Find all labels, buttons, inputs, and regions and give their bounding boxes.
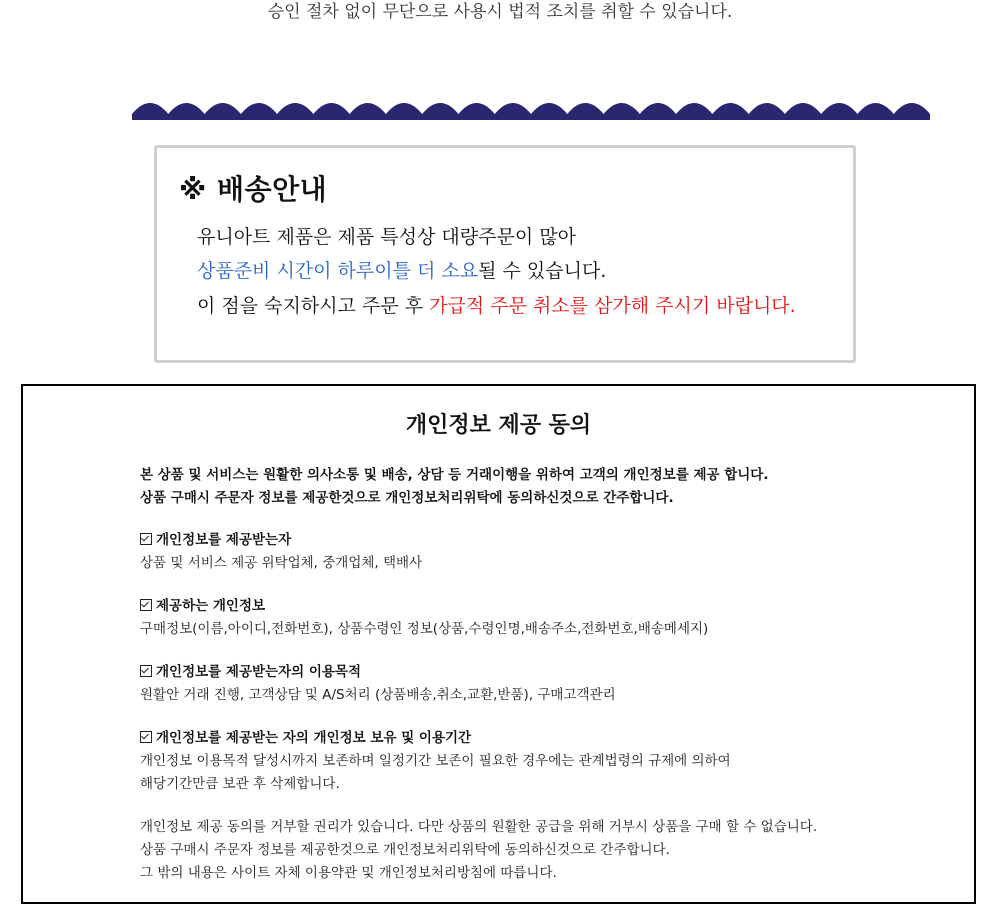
scallop-shape	[132, 103, 930, 120]
shipping-line-2-rest: 될 수 있습니다.	[478, 260, 607, 282]
section-body: 구매정보(이름,아이디,전화번호), 상품수령인 정보(상품,수령인명,배송주소,전화번호,배송메세지)	[140, 621, 709, 637]
shipping-notice-box	[154, 145, 856, 363]
scallop-divider	[132, 98, 930, 120]
section-body: 원활안 거래 진행, 고객상담 및 A/S처리 (상품배송,취소,교환,반품), 구매고객관리	[140, 687, 616, 703]
section-heading: 개인정보를 제공받는자의 이용목적	[140, 661, 616, 684]
checkbox-icon	[140, 599, 152, 611]
privacy-intro-line: 본 상품 및 서비스는 원활한 의사소통 및 배송, 상담 등 거래이행을 위하여 고객의 개인정보를 제공 합니다.	[140, 467, 769, 483]
checkbox-icon	[140, 731, 152, 743]
checkbox-icon	[140, 533, 152, 545]
privacy-consent-box	[21, 384, 976, 904]
cancel-warning-highlight: 가급적 주문 취소를 삼가해 주시기 바랍니다.	[429, 295, 796, 317]
privacy-section-retention	[140, 727, 731, 796]
privacy-outro-line: 개인정보 제공 동의를 거부할 권리가 있습니다. 다만 상품의 원활한 공급을 위해 거부시 상품을 구매 할 수 없습니다.	[140, 819, 818, 835]
section-body: 상품 및 서비스 제공 위탁업체, 중개업체, 택배사	[140, 555, 423, 571]
section-body: 해당기간만큼 보관 후 삭제합니다.	[140, 776, 340, 792]
shipping-line-3-start: 이 점을 숙지하시고 주문 후	[197, 295, 430, 317]
shipping-line-1: 유니아트 제품은 제품 특성상 대량주문이 많아	[197, 226, 576, 248]
privacy-intro	[140, 464, 768, 510]
copyright-notice: 승인 절차 없이 무단으로 사용시 법적 조치를 취할 수 있습니다.	[267, 2, 733, 22]
shipping-line-3	[197, 293, 796, 319]
shipping-delay-highlight: 상품준비 시간이 하루이틀 더 소요	[197, 260, 479, 282]
privacy-title: 개인정보 제공 동의	[405, 413, 592, 438]
privacy-outro-line: 상품 구매시 주문자 정보를 제공한것으로 개인정보처리위탁에 동의하신것으로 간주합니다.	[140, 842, 670, 858]
section-heading: 개인정보를 제공받는 자의 개인정보 보유 및 이용기간	[140, 727, 731, 750]
privacy-intro-line: 상품 구매시 주문자 정보를 제공한것으로 개인정보처리위탁에 동의하신것으로 간주합니다.	[140, 490, 674, 506]
privacy-section-items	[140, 595, 708, 641]
privacy-outro-line: 그 밖의 내용은 사이트 자체 이용약관 및 개인정보처리방침에 따릅니다.	[140, 865, 557, 881]
checkbox-icon	[140, 665, 152, 677]
section-heading: 개인정보를 제공받는자	[140, 529, 422, 552]
shipping-line-2	[197, 258, 606, 284]
privacy-outro	[140, 816, 817, 885]
section-body: 개인정보 이용목적 달성시까지 보존하며 일정기간 보존이 필요한 경우에는 관계법령의 규제에 의하여	[140, 753, 731, 769]
section-heading: 제공하는 개인정보	[140, 595, 708, 618]
privacy-section-purpose	[140, 661, 616, 707]
privacy-section-recipient	[140, 529, 422, 575]
shipping-title: ※ 배송안내	[179, 173, 328, 206]
